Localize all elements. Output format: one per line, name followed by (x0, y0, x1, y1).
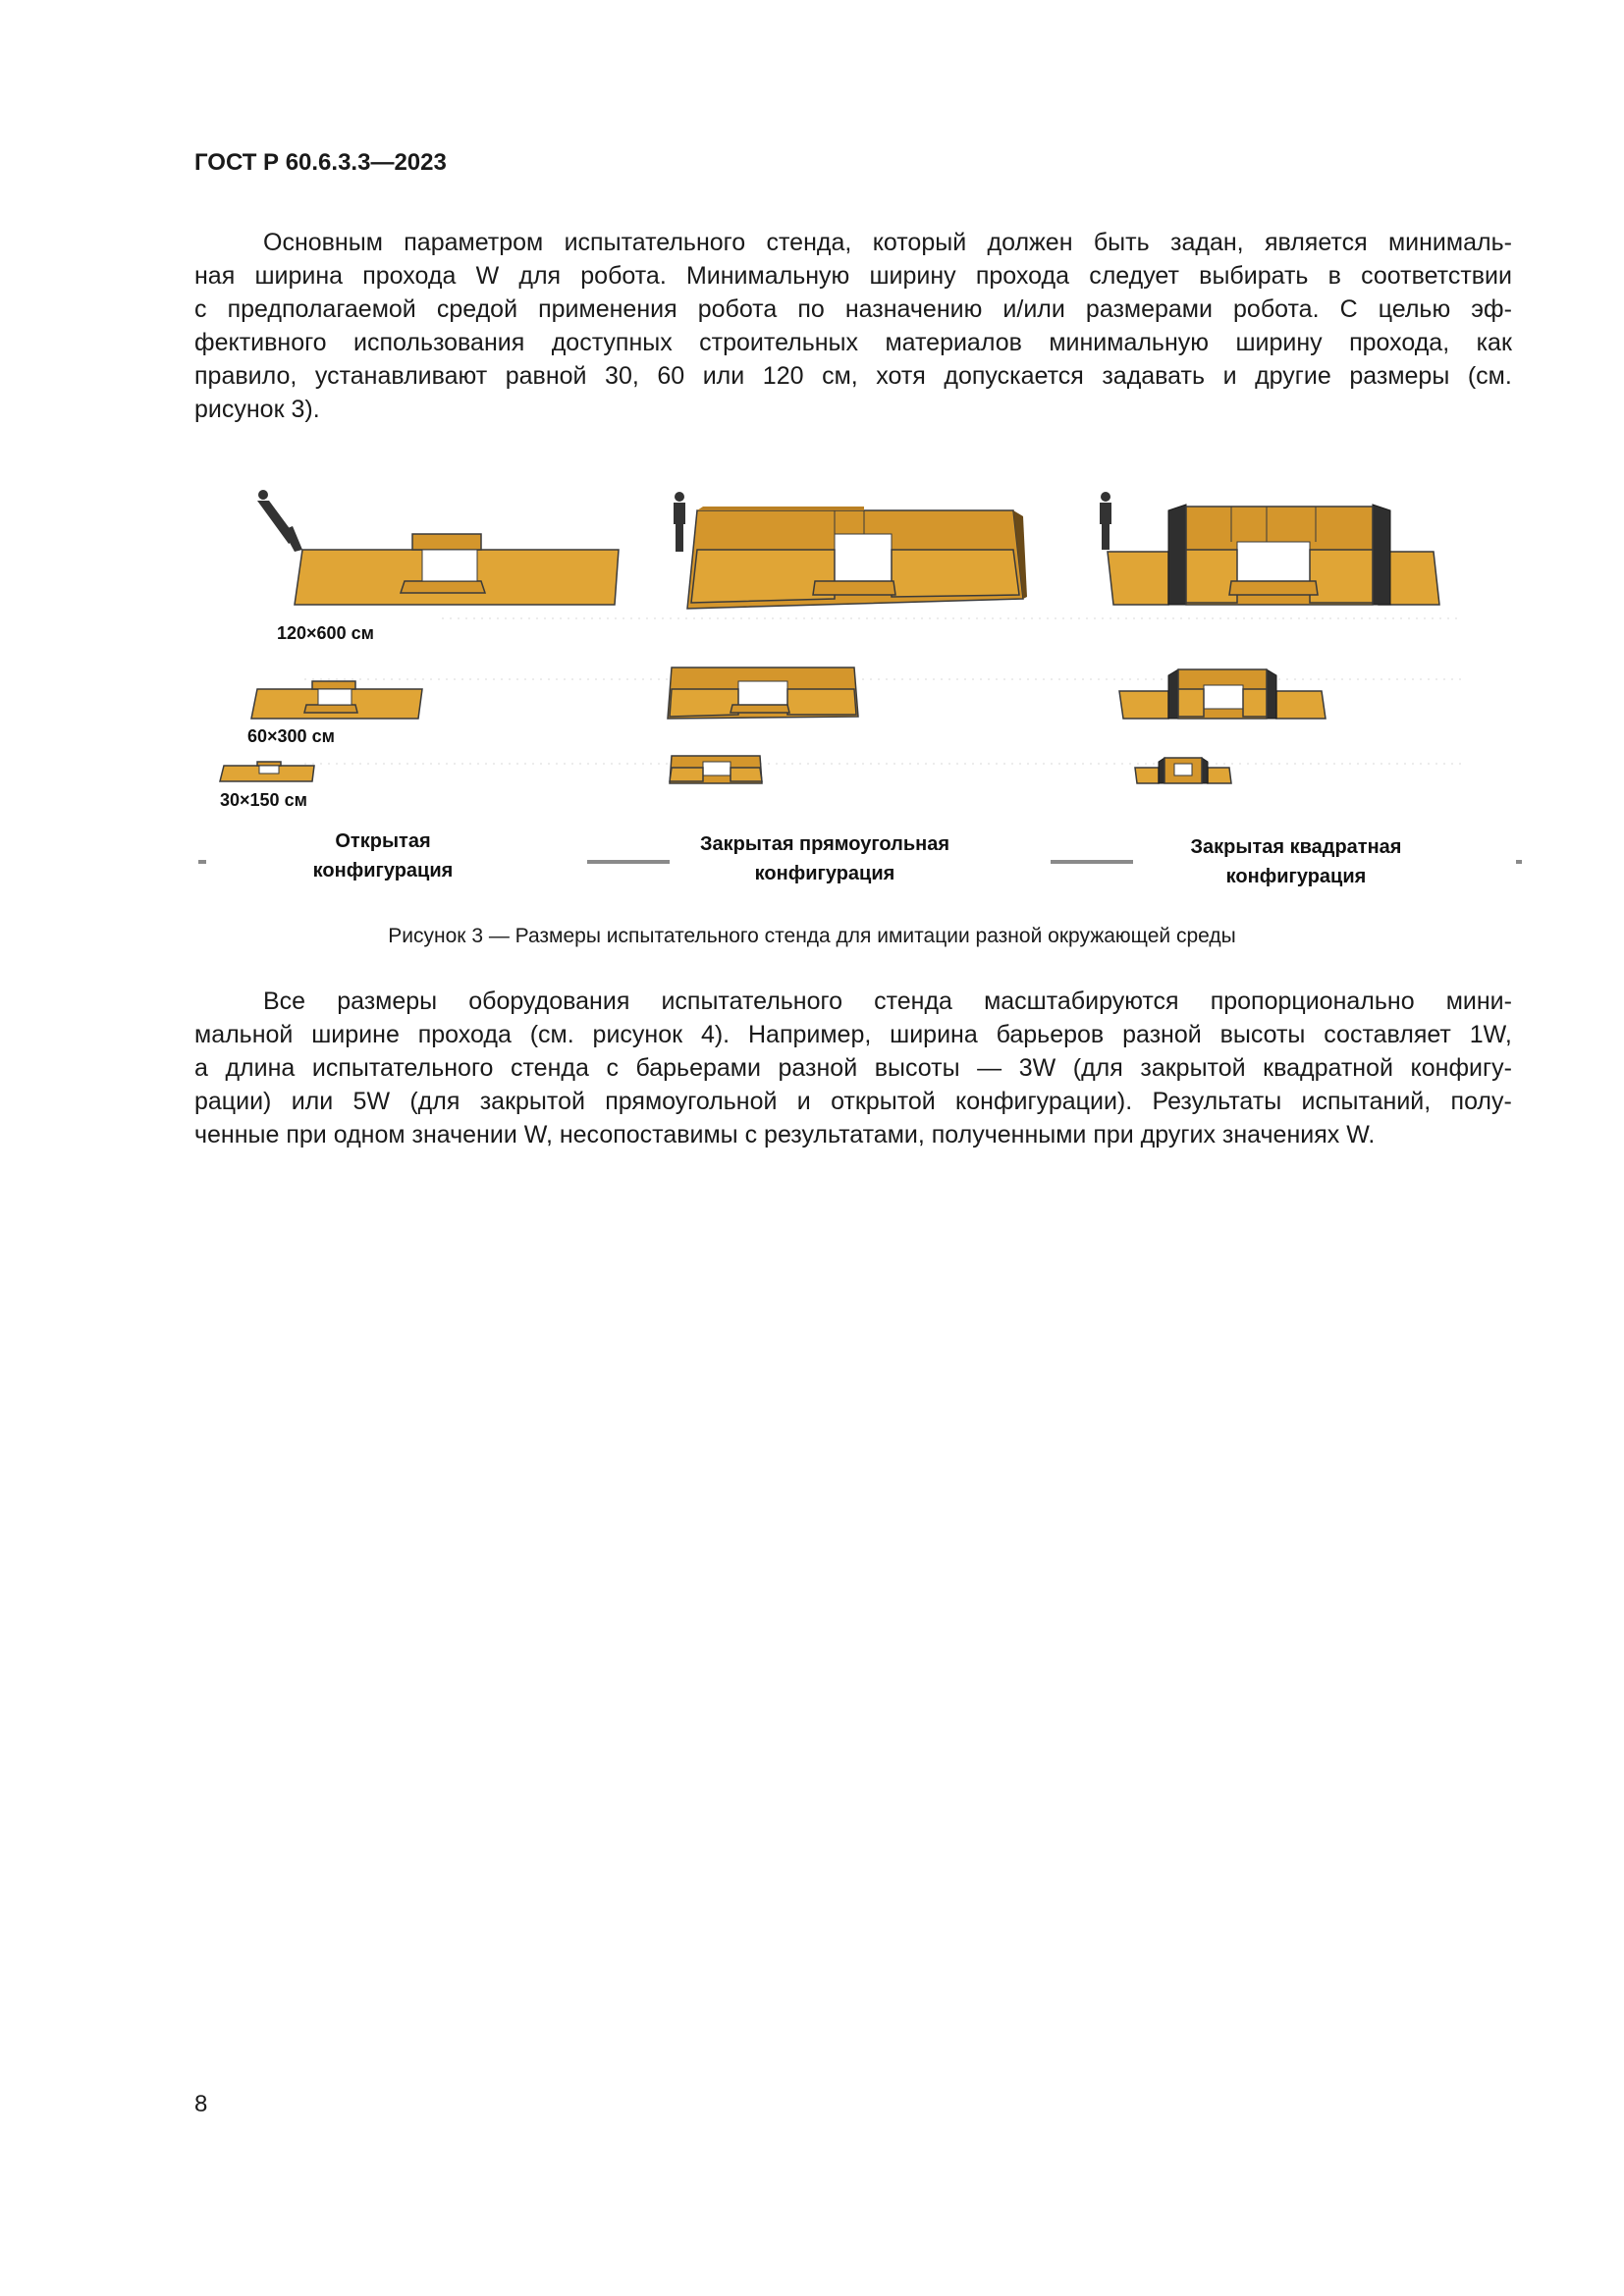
word: в (1327, 262, 1341, 290)
word: а (194, 1054, 208, 1082)
word: который (872, 229, 967, 256)
open-config-medium (251, 681, 422, 719)
paragraph-line: ченные при одном значении W, несопоставимы с результатами, полученными при других значениях W. (194, 1121, 1376, 1148)
paragraph-2 (194, 985, 1512, 1151)
rect-config-small (670, 756, 762, 783)
word: стенда (874, 988, 952, 1015)
word: барьерами (635, 1054, 761, 1082)
word: ширине (311, 1021, 400, 1048)
word: С (1339, 295, 1358, 323)
word: испытательного (564, 229, 746, 256)
word: конфигурации). (955, 1088, 1133, 1115)
paragraph-1 (194, 226, 1512, 426)
config-label-line: конфигурация (754, 863, 895, 884)
word: или (291, 1088, 334, 1115)
word: доступных (551, 329, 673, 356)
word: следует (1089, 262, 1179, 290)
word: и (1222, 362, 1237, 390)
paragraph-line (194, 226, 1512, 259)
word: с (606, 1054, 619, 1082)
size-label-30x150: 30×150 см (220, 790, 307, 810)
open-config-large (257, 490, 619, 605)
word: 120 (762, 362, 804, 390)
word: для (518, 262, 562, 290)
word: — (977, 1054, 1002, 1082)
word: ширина (890, 1021, 978, 1048)
person-figure (674, 492, 685, 552)
word: стенда (511, 1054, 589, 1082)
word: мальной (194, 1021, 294, 1048)
open-config-small (220, 762, 314, 781)
word: минималь- (1387, 229, 1512, 256)
word: выбирать (1199, 262, 1309, 290)
word: робота. (1233, 295, 1320, 323)
config-label-line: Открытая (335, 830, 431, 852)
word: размерами (1085, 295, 1213, 323)
word: испытательного (661, 988, 842, 1015)
word: как (1476, 329, 1512, 356)
word: разной (778, 1054, 858, 1082)
word: высоты (1219, 1021, 1306, 1048)
word: быть (1093, 229, 1150, 256)
word: 5W (352, 1088, 391, 1115)
config-label-open (285, 827, 481, 885)
word: мини- (1445, 988, 1512, 1015)
word: должен (987, 229, 1073, 256)
word: Результаты (1152, 1088, 1282, 1115)
word: барьеров (996, 1021, 1105, 1048)
word: правило, (194, 362, 298, 390)
word: параметром (404, 229, 544, 256)
word: прохода (975, 262, 1069, 290)
figure-caption: Рисунок 3 — Размеры испытательного стенда для имитации разной окружающей среды (388, 925, 1236, 947)
config-label-line: Закрытая квадратная (1190, 836, 1402, 858)
config-label-line: конфигурация (312, 860, 454, 881)
word: соответствии (1361, 262, 1512, 290)
figure-3 (187, 471, 1532, 893)
word: средой (436, 295, 518, 323)
config-label-line: конфигурация (1225, 866, 1367, 887)
square-config-medium (1119, 669, 1326, 719)
word: ширина (254, 262, 344, 290)
paragraph-line (194, 985, 1512, 1018)
word: материалов (885, 329, 1022, 356)
word: высоты (874, 1054, 960, 1082)
word: минимальную (1049, 329, 1210, 356)
document-code: ГОСТ Р 60.6.3.3—2023 (194, 149, 447, 176)
word: полу- (1450, 1088, 1512, 1115)
word: ширину (869, 262, 956, 290)
config-label-rectangular (677, 829, 972, 888)
square-config-large (1100, 492, 1439, 605)
square-config-small (1135, 758, 1231, 783)
size-label-60x300: 60×300 см (247, 726, 335, 746)
word: задавать (1102, 362, 1206, 390)
paragraph-line: рисунок 3). (194, 396, 320, 423)
word: рации) (194, 1088, 272, 1115)
word: конфигу- (1410, 1054, 1512, 1082)
word: Минимальную (685, 262, 850, 290)
word: и/или (1002, 295, 1065, 323)
word: и (796, 1088, 811, 1115)
word: закрытой (479, 1088, 585, 1115)
word: с (194, 295, 207, 323)
word: испытательного (311, 1054, 494, 1082)
word: прямоугольной (605, 1088, 778, 1115)
word: размеры (337, 988, 438, 1015)
rect-config-large (674, 492, 1027, 609)
size-label-120x600: 120×600 см (277, 623, 374, 643)
word: 4). (700, 1021, 731, 1048)
page-number: 8 (194, 2091, 208, 2117)
word: по (797, 295, 825, 323)
word: целью (1378, 295, 1451, 323)
word: назначению (844, 295, 983, 323)
word: ширину (1235, 329, 1323, 356)
word: разной (1122, 1021, 1202, 1048)
word: стенда, (766, 229, 852, 256)
word: Например, (747, 1021, 872, 1048)
word: см, (822, 362, 858, 390)
config-label-square (1168, 832, 1424, 891)
word: размеры (1349, 362, 1450, 390)
word: 60 (657, 362, 685, 390)
word: (для (409, 1088, 460, 1115)
word: прохода, (1349, 329, 1450, 356)
word: длина (225, 1054, 296, 1082)
word: равной (505, 362, 587, 390)
word: оборудования (468, 988, 630, 1015)
word: другие (1255, 362, 1331, 390)
paragraph-line (194, 259, 1512, 293)
person-figure (257, 490, 302, 552)
word: составляет (1324, 1021, 1451, 1048)
word: устанавливают (314, 362, 488, 390)
paragraph-line (194, 1018, 1512, 1051)
word: 30, (605, 362, 639, 390)
word: 1W, (1469, 1021, 1512, 1048)
word: открытой (831, 1088, 936, 1115)
word: масштабируются (984, 988, 1179, 1015)
paragraph-line (194, 1085, 1512, 1118)
word: допускается (944, 362, 1084, 390)
word: 3W (1018, 1054, 1056, 1082)
word: фективного (194, 329, 327, 356)
word: или (702, 362, 745, 390)
word: испытаний, (1301, 1088, 1432, 1115)
word: использования (353, 329, 525, 356)
word: W (475, 262, 500, 290)
word: (см. (1467, 362, 1512, 390)
word: предполагаемой (227, 295, 416, 323)
rect-config-medium (668, 667, 858, 719)
word: пропорционально (1210, 988, 1415, 1015)
config-label-line: Закрытая прямоугольная (699, 833, 950, 855)
word: применения (538, 295, 677, 323)
word: квадратной (1263, 1054, 1393, 1082)
paragraph-line (194, 359, 1512, 393)
word: Все (263, 988, 306, 1015)
person-figure (1100, 492, 1111, 550)
word: эф- (1471, 295, 1512, 323)
word: хотя (876, 362, 926, 390)
word: рисунок (592, 1021, 683, 1048)
word: прохода (362, 262, 457, 290)
word: робота (697, 295, 778, 323)
word: ная (194, 262, 236, 290)
word: Основным (263, 229, 383, 256)
word: (см. (529, 1021, 574, 1048)
word: закрытой (1140, 1054, 1246, 1082)
paragraph-line (194, 1051, 1512, 1085)
word: прохода (417, 1021, 512, 1048)
word: робота. (580, 262, 667, 290)
word: строительных (699, 329, 859, 356)
paragraph-line (194, 293, 1512, 326)
paragraph-line (194, 326, 1512, 359)
word: задан, (1169, 229, 1244, 256)
word: (для (1072, 1054, 1123, 1082)
word: является (1264, 229, 1368, 256)
